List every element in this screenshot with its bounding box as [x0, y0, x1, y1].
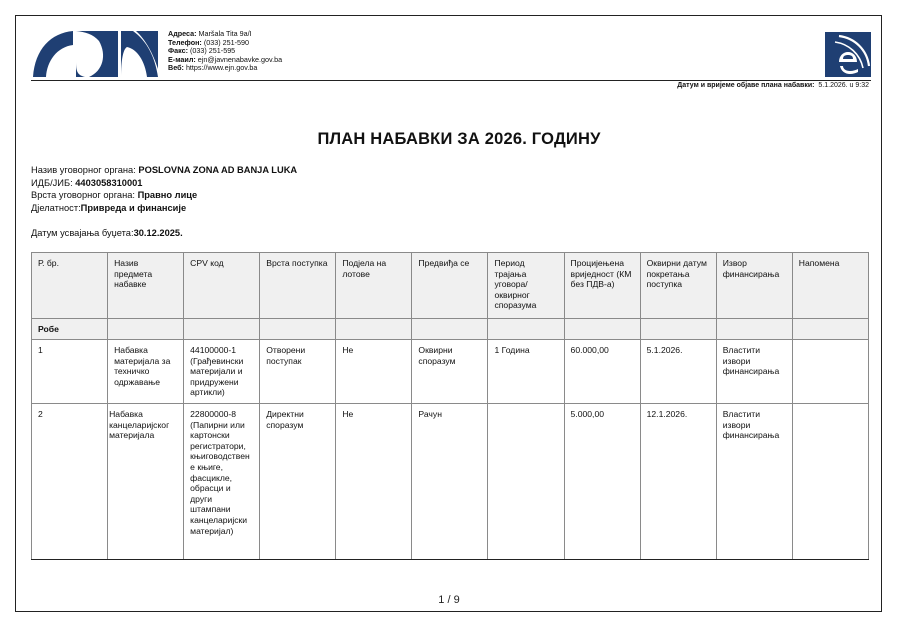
- cell-planned: Рачун: [412, 404, 488, 560]
- organ-type-row: Врста уговорног органа: Правно лице: [31, 190, 198, 201]
- cell-subject: Набавка материјала за техничко одржавање: [108, 340, 184, 404]
- col-header-value: Процијењена вриједност (КМ без ПДВ-а): [564, 253, 640, 319]
- cell-note: [792, 404, 868, 560]
- cell-start-date: 12.1.2026.: [640, 404, 716, 560]
- col-header-procedure: Врста поступка: [260, 253, 336, 319]
- organ-name-row: Назив уговорног органа: POSLOVNA ZONA AD BANJA LUKA: [31, 165, 298, 175]
- cell-value: 60.000,00: [564, 340, 640, 404]
- cell-funding: Властити извори финансирања: [716, 404, 792, 560]
- cell-start-date: 5.1.2026.: [640, 340, 716, 404]
- page-number: 1 / 9: [438, 594, 460, 606]
- cell-value: 5.000,00: [564, 404, 640, 560]
- cell-period: 1 Година: [488, 340, 564, 404]
- contact-fax: Факс: (033) 251-595: [168, 46, 236, 56]
- table-row: [32, 340, 869, 404]
- contact-phone: Телефон: (033) 251-590: [168, 37, 249, 47]
- cell-note: [792, 340, 868, 404]
- cell-cpv: 22800000-8 (Папирни или картонски регистратори, књиговодствене књиге, фасцикле, обрасци и други штампани канцеларијски материјал): [184, 404, 260, 560]
- col-header-subject: Назив предмета набавке: [108, 253, 184, 319]
- group-row-goods: [32, 319, 869, 340]
- cell-lots: Не: [336, 404, 412, 560]
- contact-address: Адреса: Maršala Tita 9a/I: [168, 29, 252, 38]
- contact-email: Е-маил: ejn@javnenabavke.gov.ba: [168, 54, 283, 64]
- activity-row: Дјелатност:Привреда и финансије: [31, 202, 187, 213]
- cell-planned: Оквирни споразум: [412, 340, 488, 404]
- col-header-start-date: Оквирни датум покретања поступка: [640, 253, 716, 319]
- cell-funding: Властити извори финансирања: [716, 340, 792, 404]
- contact-web: Веб: https://www.ejn.gov.ba: [168, 63, 258, 73]
- col-header-funding: Извор финансирања: [716, 253, 792, 319]
- document-title: ПЛАН НАБАВКИ ЗА 2026. ГОДИНУ: [317, 130, 601, 148]
- contracting-authority-info: [31, 164, 297, 240]
- procurement-plan-table: [31, 252, 869, 560]
- group-label: Робе: [32, 319, 108, 340]
- cell-no: 2: [32, 404, 108, 560]
- cell-no: 1: [32, 340, 108, 404]
- contact-info: [168, 30, 282, 73]
- ajn-logo-icon: [33, 31, 158, 77]
- cell-procedure: Директни споразум: [260, 404, 336, 560]
- table-header-row: [32, 253, 869, 319]
- ejn-logo-icon: [825, 32, 871, 77]
- header-divider: [31, 80, 871, 81]
- col-header-planned: Предвиђа се: [412, 253, 488, 319]
- budget-date-row: Датум усвајања буџета:30.12.2025.: [31, 227, 183, 238]
- cell-lots: Не: [336, 340, 412, 404]
- col-header-note: Напомена: [792, 253, 868, 319]
- col-header-period: Период трајања уговора/оквирног споразума: [488, 253, 564, 319]
- col-header-lots: Подјела на лотове: [336, 253, 412, 319]
- publish-datetime: Датум и вријеме објаве плана набавки: 5.1.2026. u 9:32: [677, 82, 869, 89]
- col-header-cpv: CPV код: [184, 253, 260, 319]
- col-header-no: Р. бр.: [32, 253, 108, 319]
- cell-cpv: 44100000-1 (Грађевински материјали и придружени артикли): [184, 340, 260, 404]
- cell-procedure: Отворени поступак: [260, 340, 336, 404]
- cell-period: [488, 404, 564, 560]
- cell-subject: Набавка канцеларијског материјала: [108, 404, 184, 560]
- idb-row: ИДБ/ЈИБ: 4403058310001: [31, 177, 143, 188]
- table-row: [32, 404, 869, 560]
